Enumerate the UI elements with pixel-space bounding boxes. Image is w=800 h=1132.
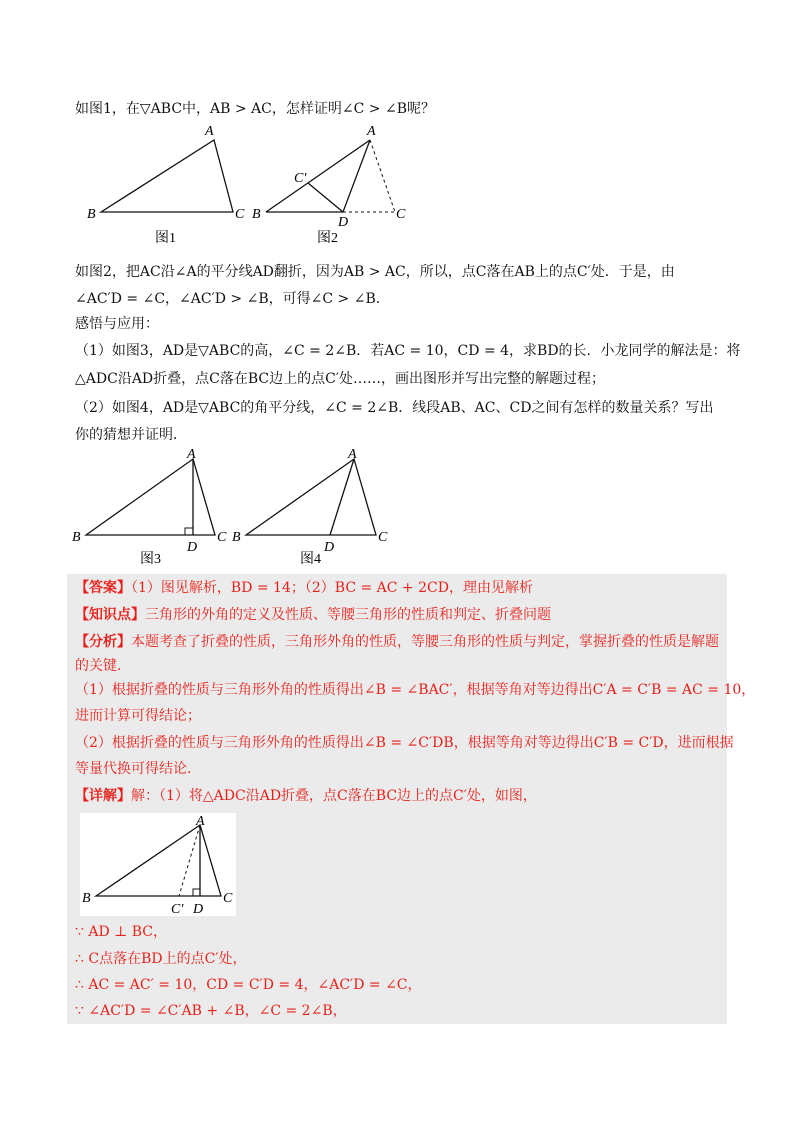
a2-line1: （2）根据折叠的性质与三角形外角的性质得出∠B = ∠C′DB，根据等角对等边得出C′B = C′D，进而根据 [75, 735, 734, 751]
label-a: A [348, 447, 357, 462]
label-c: C [378, 530, 388, 545]
analysis-line2: 的关键． [75, 658, 131, 674]
step-1: ∵ AD ⊥ BC， [75, 924, 168, 940]
answer-text: （1）图见解析，BD = 14；（2）BC = AC + 2CD，理由见解析 [131, 580, 533, 596]
detail-line [75, 786, 537, 806]
label-b: B [72, 530, 81, 545]
analysis-text: 本题考查了折叠的性质，三角形外角的性质，等腰三角形的性质与判定，掌握折叠的性质是解题 [131, 634, 719, 650]
label-a: A [205, 124, 214, 139]
triangle-abc [101, 140, 233, 212]
section-title: 感悟与应用： [75, 316, 159, 332]
knowledge-line [75, 605, 551, 625]
caption-fig2: 图2 [317, 231, 338, 245]
figure-4 [230, 445, 400, 570]
step-3: ∴ AC = AC′ = 10，CD = C′D = 4，∠AC′D = ∠C， [75, 977, 422, 993]
step-4: ∵ ∠AC′D = ∠C′AB + ∠B，∠C = 2∠B， [75, 1003, 347, 1019]
detail-tag: 【详解】 [75, 788, 131, 804]
figure-3 [70, 445, 240, 570]
analysis-tag: 【分析】 [75, 634, 131, 650]
label-c-prime: C′ [294, 171, 307, 186]
label-c: C [396, 207, 406, 222]
a2-line2: 等量代换可得结论． [75, 761, 201, 777]
label-d: D [324, 540, 335, 555]
label-c: C [217, 530, 227, 545]
p2-line2: ∠AC′D = ∠C，∠AC′D > ∠B，可得∠C > ∠B． [75, 291, 390, 307]
caption-fig4: 图4 [300, 552, 321, 567]
knowledge-text: 三角形的外角的定义及性质、等腰三角形的性质和判定、折叠问题 [145, 607, 551, 623]
label-a: A [196, 814, 205, 829]
q1-line1: （1）如图3，AD是▽ABC的高，∠C = 2∠B．若AC = 10，CD = 4，求BD的长．小龙同学的解法是：将 [75, 343, 741, 359]
label-d: D [187, 540, 198, 555]
q2-line1: （2）如图4，AD是▽ABC的角平分线，∠C = 2∠B．线段AB、AC、CD之间有怎样的数量关系？写出 [75, 400, 714, 416]
label-b: B [82, 891, 91, 906]
label-c: C [223, 891, 233, 906]
caption-fig3: 图3 [140, 552, 161, 567]
label-b: B [87, 207, 96, 222]
p2-line1: 如图2，把AC沿∠A的平分线AD翻折，因为AB > AC，所以，点C落在AB上的点C′处．于是，由 [75, 264, 675, 280]
label-d: D [193, 902, 204, 916]
analysis-line [75, 632, 719, 652]
detail-text: 解：（1）将△ADC沿AD折叠，点C落在BC边上的点C′处，如图， [131, 788, 537, 804]
knowledge-tag: 【知识点】 [75, 607, 145, 623]
label-c-prime: C′ [171, 902, 184, 916]
q2-line2: 你的猜想并证明． [75, 427, 187, 443]
figure-1 [85, 120, 255, 245]
a1-line2: 进而计算可得结论； [75, 708, 201, 724]
label-a: A [367, 124, 376, 139]
figure-5 [80, 813, 236, 916]
step-2: ∴ C点落在BD上的点C′处， [75, 951, 247, 967]
answer-line [75, 578, 533, 598]
caption-fig1: 图1 [155, 231, 176, 245]
label-a: A [187, 447, 196, 462]
figure-2 [250, 120, 420, 245]
label-d: D [338, 215, 349, 230]
intro-line: 如图1，在▽ABC中，AB > AC，怎样证明∠C > ∠B呢？ [75, 101, 435, 117]
label-b: B [252, 207, 261, 222]
label-b: B [232, 530, 241, 545]
label-c: C [235, 207, 245, 222]
a1-line1: （1）根据折叠的性质与三角形外角的性质得出∠B = ∠BAC′，根据等角对等边得出C′A = C′B = AC = 10， [75, 682, 756, 698]
answer-tag: 【答案】 [75, 580, 131, 596]
q1-line2: △ADC沿AD折叠，点C落在BC边上的点C′处……，画出图形并写出完整的解题过程； [75, 371, 606, 387]
